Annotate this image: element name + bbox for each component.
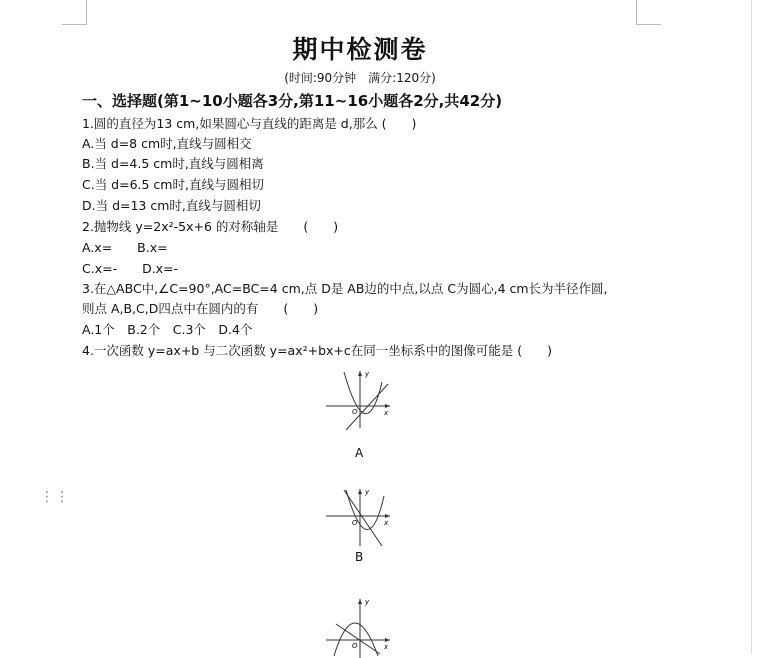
- figure-a-label: A: [355, 446, 364, 460]
- question-4: 4.一次函数 y=ax+b 与二次函数 y=ax²+bx+c在同一坐标系中的图像可能是 ( ): [82, 343, 553, 358]
- q1-option-c: C.当 d=6.5 cm时,直线与圆相切: [82, 177, 264, 192]
- fig-a-x-label: x: [384, 409, 389, 417]
- figure-b-label: B: [355, 550, 364, 564]
- fig-c-origin-label: O: [352, 642, 358, 650]
- page-title: 期中检测卷: [292, 35, 428, 64]
- section-heading: 一、选择题(第1~10小题各3分,第11~16小题各2分,共42分): [82, 92, 503, 110]
- fig-b-origin-label: O: [352, 519, 358, 527]
- fig-a-origin-label: O: [352, 408, 358, 416]
- question-3: 3.在△ABC中,∠C=90°,AC=BC=4 cm,点 D是 AB边的中点,以点 C为圆心,4 cm长为半径作圆,: [82, 281, 608, 296]
- q3-options: A.1个 B.2个 C.3个 D.4个: [82, 322, 253, 337]
- fig-a-y-label: y: [365, 370, 370, 378]
- crop-mark-top-right: [636, 0, 661, 25]
- question-3-cont: 则点 A,B,C,D四点中在圆内的有 ( ): [82, 301, 319, 316]
- fig-b-y-label: y: [365, 488, 370, 496]
- q1-option-d: D.当 d=13 cm时,直线与圆相切: [82, 198, 261, 213]
- q1-option-b: B.当 d=4.5 cm时,直线与圆相离: [82, 156, 264, 171]
- question-2: 2.抛物线 y=2x²-5x+6 的对称轴是 ( ): [82, 219, 339, 234]
- q2-options-cd: C.x=- D.x=-: [82, 261, 179, 276]
- page-edge: [751, 0, 752, 654]
- fig-c-y-label: y: [365, 598, 370, 606]
- fig-c-x-label: x: [384, 643, 389, 651]
- drag-handle-icon[interactable]: ⋮⋮: [40, 489, 70, 505]
- figure-b-graph: [322, 486, 394, 548]
- figure-a-graph: [322, 368, 394, 430]
- fig-b-x-label: x: [384, 519, 389, 527]
- crop-mark-top-left: [62, 0, 87, 25]
- figure-c-graph: [322, 596, 394, 658]
- q2-options-ab: A.x= B.x=: [82, 240, 168, 255]
- exam-time-info: (时间:90分钟 满分:120分): [284, 71, 436, 85]
- question-1: 1.圆的直径为13 cm,如果圆心与直线的距离是 d,那么 ( ): [82, 116, 417, 131]
- q1-option-a: A.当 d=8 cm时,直线与圆相交: [82, 136, 252, 151]
